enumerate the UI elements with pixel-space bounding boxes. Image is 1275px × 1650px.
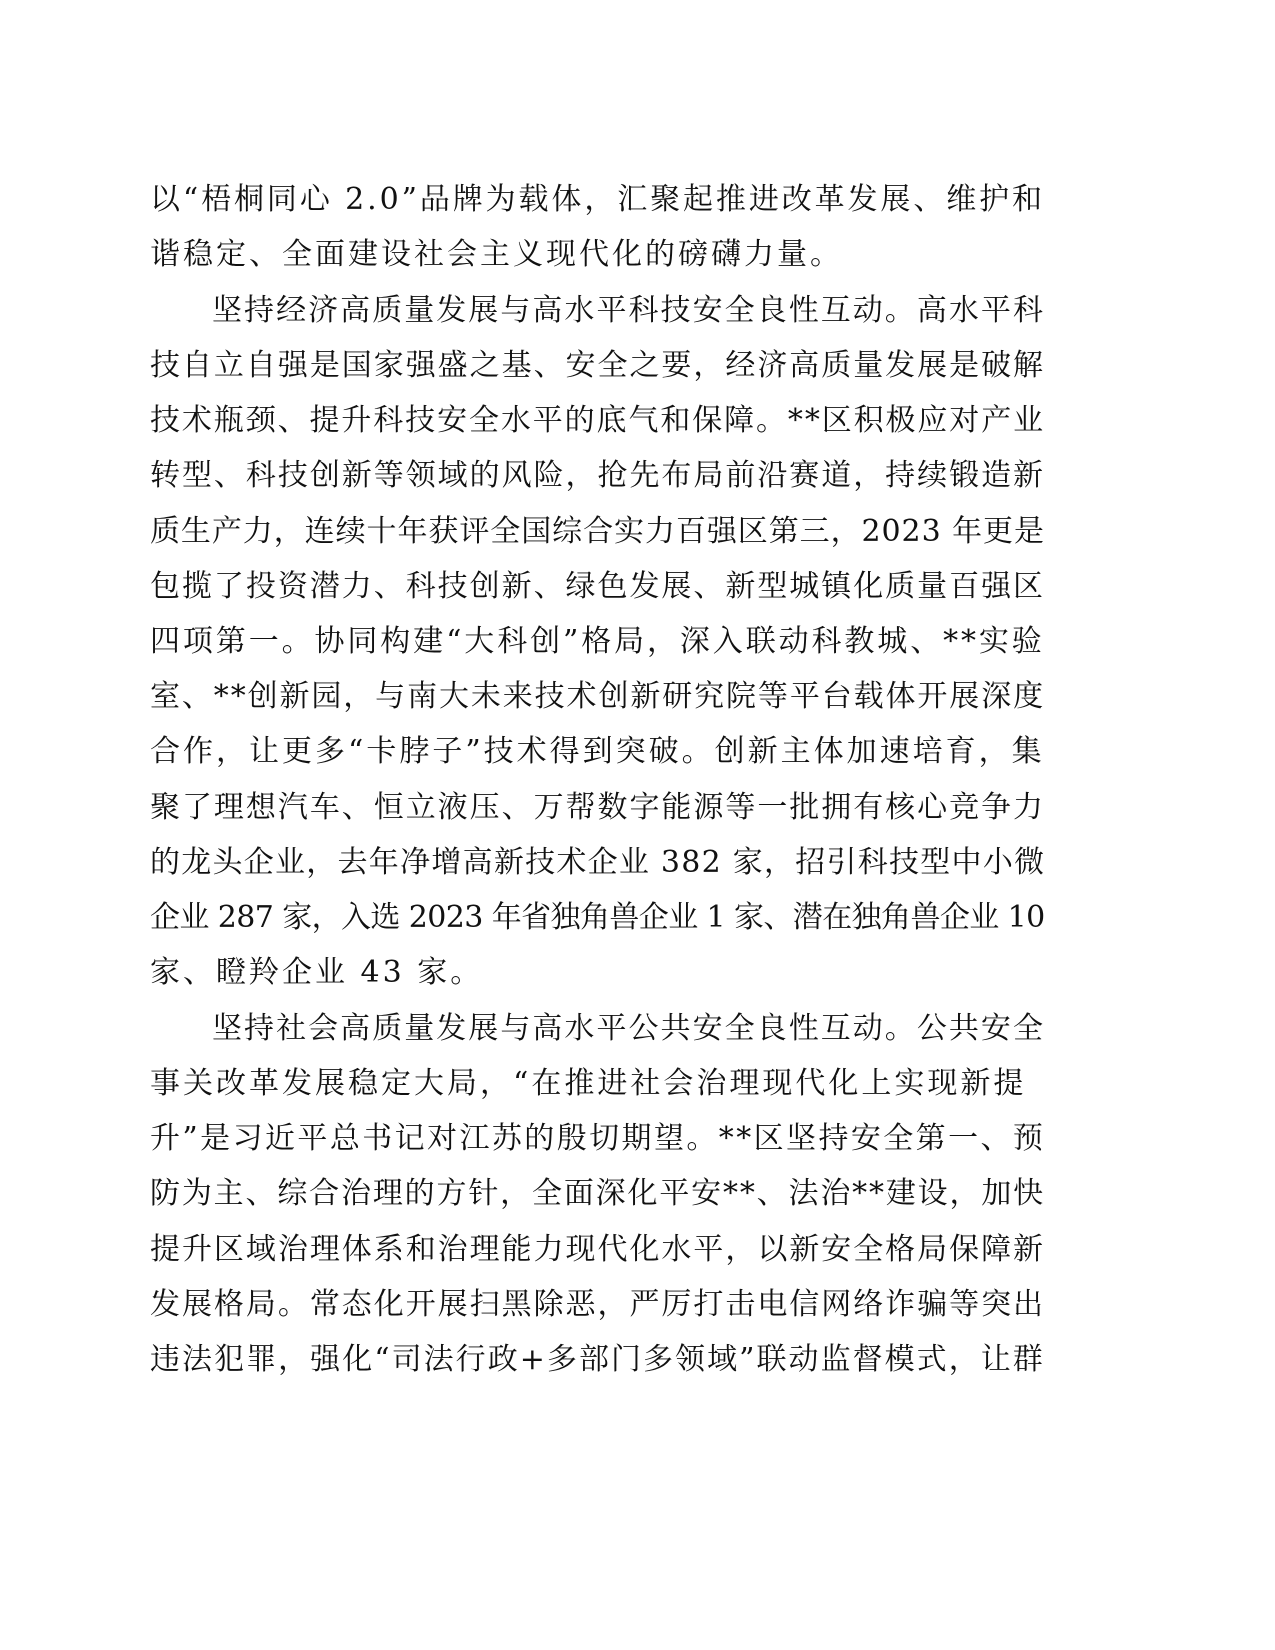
text-line: 聚了理想汽车、恒立液压、万帮数字能源等一批拥有核心竞争力 [150,790,1045,825]
text-line: 防为主、综合治理的方针，全面深化平安**、法治**建设，加快 [150,1176,1045,1211]
text-line: 合作，让更多“卡脖子”技术得到突破。创新主体加速培育，集 [150,734,1045,769]
text-line: 质生产力，连续十年获评全国综合实力百强区第三，2023 年更是 [150,514,1045,549]
text-line: 家、瞪羚企业 43 家。 [150,955,484,990]
text-line: 发展格局。常态化开展扫黑除恶，严厉打击电信网络诈骗等突出 [150,1287,1045,1322]
paragraph-start-line: 坚持社会高质量发展与高水平公共安全良性互动。公共安全 [212,1011,1045,1046]
text-line: 事关改革发展稳定大局，“在推进社会治理现代化上实现新提 [150,1066,1027,1101]
text-line: 以“梧桐同心 2.0”品牌为载体，汇聚起推进改革发展、维护和 [150,182,1045,217]
text-line: 转型、科技创新等领域的风险，抢先布局前沿赛道，持续锻造新 [150,458,1045,493]
text-line: 四项第一。协同构建“大科创”格局，深入联动科教城、**实验 [150,624,1045,659]
text-line: 包揽了投资潜力、科技创新、绿色发展、新型城镇化质量百强区 [150,569,1045,604]
text-line: 违法犯罪，强化“司法行政+多部门多领域”联动监督模式，让群 [150,1342,1045,1377]
text-line: 谐稳定、全面建设社会主义现代化的磅礴力量。 [150,237,843,272]
text-line: 升”是习近平总书记对江苏的殷切期望。**区坚持安全第一、预 [150,1121,1046,1156]
text-line: 提升区域治理体系和治理能力现代化水平，以新安全格局保障新 [150,1232,1045,1267]
text-line: 的龙头企业，去年净增高新技术企业 382 家，招引科技型中小微 [150,845,1046,880]
text-line: 室、**创新园，与南大未来技术创新研究院等平台载体开展深度 [150,679,1045,714]
text-line: 技自立自强是国家强盛之基、安全之要，经济高质量发展是破解 [150,348,1045,383]
paragraph-start-line: 坚持经济高质量发展与高水平科技安全良性互动。高水平科 [212,293,1045,328]
text-line: 技术瓶颈、提升科技安全水平的底气和保障。**区积极应对产业 [150,403,1045,438]
text-line: 企业 287 家，入选 2023 年省独角兽企业 1 家、潜在独角兽企业 10 [150,900,1045,935]
